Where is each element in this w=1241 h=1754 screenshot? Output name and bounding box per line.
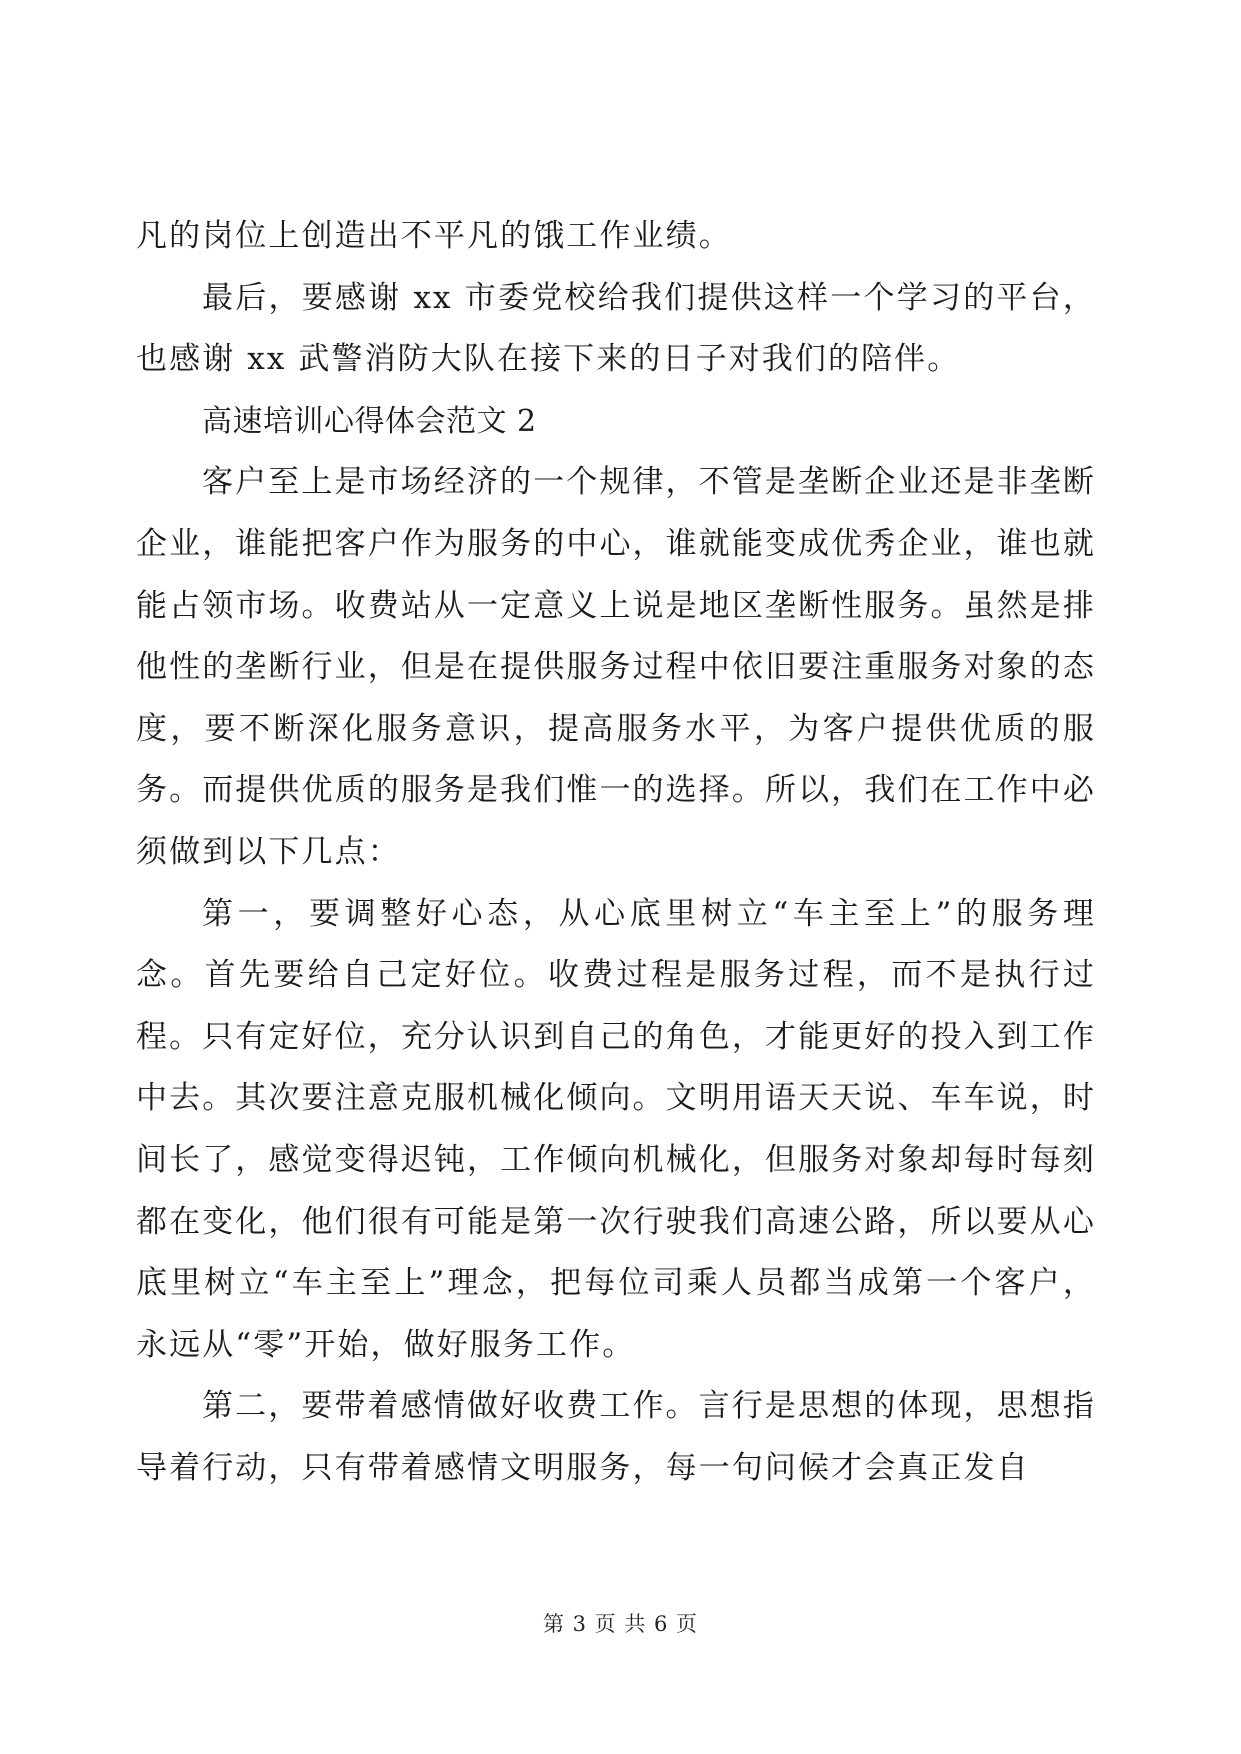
paragraph-customer-first: 客户至上是市场经济的一个规律，不管是垄断企业还是非垄断企业，谁能把客户作为服务的中心，谁就能变成优秀企业，谁也就能占领市场。收费站从一定意义上说是地区垄断性服务。虽然是排他性的垄断行业，但是在提供服务过程中依旧要注重服务对象的态度，要不断深化服务意识，提高服务水平，为客户提供优质的服务。而提供优质的服务是我们惟一的选择。所以，我们在工作中必须做到以下几点：: [136, 464, 1096, 870]
paragraph-point-two: 第二，要带着感情做好收费工作。言行是思想的体现，思想指导着行动，只有带着感情文明服务，每一句问候才会真正发自: [136, 1388, 1096, 1486]
body-text: [136, 206, 1096, 1499]
paragraph-point-one: 第一，要调整好心态，从心底里树立“车主至上”的服务理念。首先要给自己定好位。收费过程是服务过程，而不是执行过程。只有定好位，充分认识到自己的角色，才能更好的投入到工作中去。其次要注意克服机械化倾向。文明用语天天说、车车说，时间长了，感觉变得迟钝，工作倾向机械化，但服务对象却每时每刻都在变化，他们很有可能是第一次行驶我们高速公路，所以要从心底里树立“车主至上”理念，把每位司乘人员都当成第一个客户，永远从“零”开始，做好服务工作。: [136, 895, 1096, 1363]
paragraph-continuation: 凡的岗位上创造出不平凡的饿工作业绩。: [136, 218, 732, 254]
paragraph-thanks: 最后，要感谢 xx 市委党校给我们提供这样一个学习的平台，也感谢 xx 武警消防大队在接下来的日子对我们的陪伴。: [136, 279, 1096, 378]
section-heading: 高速培训心得体会范文 2: [202, 403, 537, 439]
page-number-footer: 第 3 页 共 6 页: [542, 1612, 699, 1636]
